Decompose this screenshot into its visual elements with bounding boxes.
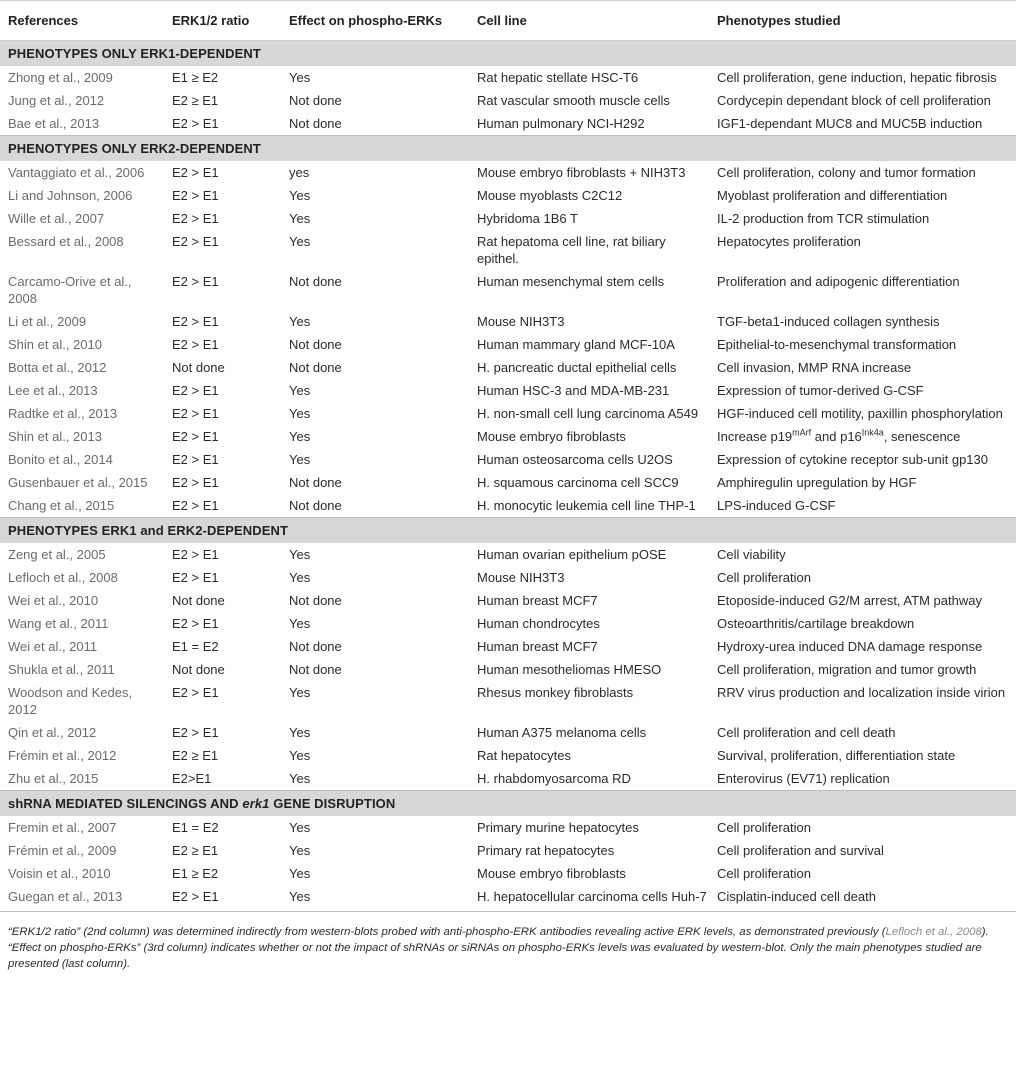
ratio-cell: E2 > E1 bbox=[172, 165, 219, 180]
effect-cell: Not done bbox=[289, 93, 342, 108]
table-row bbox=[0, 448, 1016, 471]
effect-cell: Yes bbox=[289, 429, 311, 444]
effect-cell: yes bbox=[289, 165, 310, 180]
table-row bbox=[0, 543, 1016, 566]
ratio-cell: E2 > E1 bbox=[172, 725, 219, 740]
cell-line-cell: Mouse embryo fibroblasts + NIH3T3 bbox=[477, 165, 686, 180]
cell-line-cell: H. rhabdomyosarcoma RD bbox=[477, 771, 631, 786]
effect-cell: Not done bbox=[289, 662, 342, 677]
section-title: PHENOTYPES ERK1 and ERK2-DEPENDENT bbox=[0, 518, 1016, 544]
section-title-text: shRNA MEDIATED SILENCINGS AND bbox=[8, 796, 243, 811]
phenotype-cell: HGF-induced cell motility, paxillin phosphorylation bbox=[717, 406, 1003, 421]
ref-cell: Bae et al., 2013 bbox=[8, 116, 100, 131]
effect-cell: Yes bbox=[289, 748, 311, 763]
table-row bbox=[0, 862, 1016, 885]
cell-line-cell: Rat hepatoma cell line, rat biliary epithel. bbox=[477, 234, 666, 266]
ref-cell: Li and Johnson, 2006 bbox=[8, 188, 133, 203]
ref-cell: Jung et al., 2012 bbox=[8, 93, 105, 108]
section-title bbox=[0, 791, 1016, 817]
phenotype-cell: Hepatocytes proliferation bbox=[717, 234, 861, 249]
table-row bbox=[0, 471, 1016, 494]
table-body bbox=[0, 41, 1016, 912]
phenotype-cell: Cell proliferation bbox=[717, 570, 811, 585]
ref-cell: Qin et al., 2012 bbox=[8, 725, 97, 740]
section-header bbox=[0, 41, 1016, 67]
ref-cell: Fremin et al., 2007 bbox=[8, 820, 117, 835]
effect-cell: Yes bbox=[289, 188, 311, 203]
ratio-cell: E2 > E1 bbox=[172, 211, 219, 226]
cell-line-cell: Rat hepatocytes bbox=[477, 748, 571, 763]
phenotype-cell: Cell proliferation and cell death bbox=[717, 725, 896, 740]
effect-cell: Yes bbox=[289, 406, 311, 421]
ratio-cell: E2 > E1 bbox=[172, 570, 219, 585]
effect-cell: Not done bbox=[289, 360, 342, 375]
effect-cell: Not done bbox=[289, 498, 342, 513]
header-cell-line: Cell line bbox=[469, 1, 709, 41]
ref-cell: Chang et al., 2015 bbox=[8, 498, 115, 513]
table-row bbox=[0, 885, 1016, 912]
table-row bbox=[0, 658, 1016, 681]
effect-cell: Yes bbox=[289, 616, 311, 631]
cell-line-cell: Human HSC-3 and MDA-MB-231 bbox=[477, 383, 670, 398]
phenotype-cell: Proliferation and adipogenic differentiation bbox=[717, 274, 960, 289]
cell-line-cell: Rat hepatic stellate HSC-T6 bbox=[477, 70, 639, 85]
ratio-cell: E2 > E1 bbox=[172, 116, 219, 131]
ref-cell: Lefloch et al., 2008 bbox=[8, 570, 118, 585]
effect-cell: Yes bbox=[289, 547, 311, 562]
ratio-cell: E2 > E1 bbox=[172, 429, 219, 444]
phenotype-cell: Cell proliferation and survival bbox=[717, 843, 884, 858]
effect-cell: Yes bbox=[289, 725, 311, 740]
ref-cell: Zeng et al., 2005 bbox=[8, 547, 106, 562]
ref-cell: Wang et al., 2011 bbox=[8, 616, 109, 631]
phenotype-cell: Expression of tumor-derived G-CSF bbox=[717, 383, 924, 398]
phenotype-cell: Survival, proliferation, differentiation state bbox=[717, 748, 956, 763]
phenotype-cell: Cisplatin-induced cell death bbox=[709, 885, 1016, 912]
ratio-cell: E2 > E1 bbox=[172, 547, 219, 562]
ref-cell: Shin et al., 2013 bbox=[8, 429, 102, 444]
ratio-cell: E1 ≥ E2 bbox=[172, 866, 219, 881]
effect-cell: Yes bbox=[289, 452, 311, 467]
cell-line-cell: Human ovarian epithelium pOSE bbox=[477, 547, 667, 562]
phenotype-cell: Cell invasion, MMP RNA increase bbox=[717, 360, 912, 375]
cell-line-cell: Human mesenchymal stem cells bbox=[477, 274, 665, 289]
cell-line-cell: Rat vascular smooth muscle cells bbox=[477, 93, 670, 108]
phenotype-text: , senescence bbox=[883, 429, 961, 444]
table-row bbox=[0, 681, 1016, 721]
table-row bbox=[0, 161, 1016, 184]
table-footnote bbox=[0, 912, 1016, 972]
table-row bbox=[0, 589, 1016, 612]
phenotype-cell: RRV virus production and localization inside virion bbox=[717, 685, 1006, 700]
table-row bbox=[0, 230, 1016, 270]
cell-line-cell: Human breast MCF7 bbox=[477, 593, 598, 608]
phenotype-cell: IL-2 production from TCR stimulation bbox=[717, 211, 930, 226]
table-row bbox=[0, 333, 1016, 356]
effect-cell: Not done bbox=[289, 116, 342, 131]
section-header bbox=[0, 791, 1016, 817]
ratio-cell: E2>E1 bbox=[172, 771, 212, 786]
section-title: PHENOTYPES ONLY ERK1-DEPENDENT bbox=[0, 41, 1016, 67]
effect-cell: Not done bbox=[289, 274, 342, 289]
phenotype-cell: Expression of cytokine receptor sub-unit gp130 bbox=[717, 452, 988, 467]
effect-cell: Not done bbox=[289, 475, 342, 490]
cell-line-cell: H. monocytic leukemia cell line THP-1 bbox=[477, 498, 696, 513]
effect-cell: Yes bbox=[289, 685, 311, 700]
table-row bbox=[0, 89, 1016, 112]
ref-cell: Radtke et al., 2013 bbox=[8, 406, 118, 421]
ref-cell: Carcamo-Orive et al., 2008 bbox=[8, 274, 132, 306]
table-row bbox=[0, 270, 1016, 310]
phenotype-cell: Cell proliferation, gene induction, hepatic fibrosis bbox=[717, 70, 997, 85]
cell-line-cell: Human mesotheliomas HMESO bbox=[477, 662, 662, 677]
ratio-cell: E2 > E1 bbox=[172, 188, 219, 203]
effect-cell: Yes bbox=[289, 314, 311, 329]
ratio-cell: E2 > E1 bbox=[172, 685, 219, 700]
header-phenotypes: Phenotypes studied bbox=[709, 1, 1016, 41]
ratio-cell: E2 > E1 bbox=[172, 383, 219, 398]
cell-line-cell: Hybridoma 1B6 T bbox=[477, 211, 578, 226]
phenotype-cell: Cordycepin dependant block of cell proliferation bbox=[717, 93, 991, 108]
effect-cell: Not done bbox=[289, 337, 342, 352]
cell-line-cell: Human mammary gland MCF-10A bbox=[477, 337, 675, 352]
table-row bbox=[0, 635, 1016, 658]
ref-cell: Wille et al., 2007 bbox=[8, 211, 105, 226]
effect-cell: Yes bbox=[289, 843, 311, 858]
ratio-cell: E2 > E1 bbox=[172, 314, 219, 329]
table-row bbox=[0, 310, 1016, 333]
table-row bbox=[0, 207, 1016, 230]
phenotype-cell: LPS-induced G-CSF bbox=[717, 498, 836, 513]
table-row bbox=[0, 816, 1016, 839]
cell-line-cell: H. non-small cell lung carcinoma A549 bbox=[477, 406, 699, 421]
footnote-citation-link[interactable]: Lefloch et al., 2008 bbox=[885, 926, 982, 938]
ref-cell: Voisin et al., 2010 bbox=[8, 866, 111, 881]
effect-cell: Not done bbox=[289, 593, 342, 608]
cell-line-cell: Human breast MCF7 bbox=[477, 639, 598, 654]
ratio-cell: Not done bbox=[172, 360, 225, 375]
table-row bbox=[0, 425, 1016, 448]
ratio-cell: E2 ≥ E1 bbox=[172, 843, 219, 858]
table-row bbox=[0, 566, 1016, 589]
phenotype-cell: Cell proliferation, colony and tumor formation bbox=[717, 165, 976, 180]
cell-line-cell: H. squamous carcinoma cell SCC9 bbox=[477, 475, 679, 490]
table-row bbox=[0, 744, 1016, 767]
cell-line-cell: H. hepatocellular carcinoma cells Huh-7 bbox=[469, 885, 709, 912]
phenotype-cell: Osteoarthritis/cartilage breakdown bbox=[717, 616, 915, 631]
cell-line-cell: Primary rat hepatocytes bbox=[477, 843, 615, 858]
cell-line-cell: Primary murine hepatocytes bbox=[477, 820, 639, 835]
table-row bbox=[0, 839, 1016, 862]
ref-cell: Zhu et al., 2015 bbox=[8, 771, 99, 786]
phenotype-cell bbox=[709, 425, 1016, 448]
ratio-cell: E2 > E1 bbox=[172, 274, 219, 289]
ratio-cell: E2 > E1 bbox=[172, 498, 219, 513]
cell-line-cell: Human A375 melanoma cells bbox=[477, 725, 647, 740]
ratio-cell: E1 = E2 bbox=[172, 820, 219, 835]
table-row bbox=[0, 379, 1016, 402]
header-effect: Effect on phospho-ERKs bbox=[281, 1, 469, 41]
section-header bbox=[0, 136, 1016, 162]
ratio-cell: E2 > E1 bbox=[172, 616, 219, 631]
cell-line-cell: Mouse NIH3T3 bbox=[477, 314, 565, 329]
phenotype-superscript: Ink4a bbox=[861, 427, 884, 438]
phenotype-cell: Cell viability bbox=[717, 547, 786, 562]
table-row bbox=[0, 767, 1016, 791]
ref-cell: Guegan et al., 2013 bbox=[0, 885, 164, 912]
ratio-cell: E1 ≥ E2 bbox=[172, 70, 219, 85]
phenotype-text: and p16 bbox=[811, 429, 862, 444]
effect-cell: Yes bbox=[281, 885, 469, 912]
footnote-text: ). “Effect on phospho-ERKs” (3rd column) indicates whether or not the impact of shRNAs or siRNAs on phospho-ERKs levels was evaluated by western-blot. Only the main phenotypes studied are presented (last column). bbox=[8, 926, 989, 970]
ref-cell: Botta et al., 2012 bbox=[8, 360, 107, 375]
ratio-cell: E2 > E1 bbox=[172, 337, 219, 352]
section-title-gene: erk1 bbox=[242, 796, 270, 811]
cell-line-cell: Rhesus monkey fibroblasts bbox=[477, 685, 634, 700]
cell-line-cell: Mouse embryo fibroblasts bbox=[477, 866, 626, 881]
phenotype-superscript: mArf bbox=[792, 427, 812, 438]
phenotype-cell: Hydroxy-urea induced DNA damage response bbox=[717, 639, 983, 654]
effect-cell: Yes bbox=[289, 866, 311, 881]
cell-line-cell: Human osteosarcoma cells U2OS bbox=[477, 452, 673, 467]
ref-cell: Bessard et al., 2008 bbox=[8, 234, 124, 249]
section-header bbox=[0, 518, 1016, 544]
ref-cell: Frémin et al., 2009 bbox=[8, 843, 117, 858]
ref-cell: Lee et al., 2013 bbox=[8, 383, 98, 398]
cell-line-cell: Mouse myoblasts C2C12 bbox=[477, 188, 623, 203]
ref-cell: Wei et al., 2011 bbox=[8, 639, 98, 654]
phenotype-cell: Cell proliferation, migration and tumor growth bbox=[717, 662, 977, 677]
ref-cell: Bonito et al., 2014 bbox=[8, 452, 113, 467]
phenotype-cell: Cell proliferation bbox=[717, 866, 811, 881]
cell-line-cell: Human pulmonary NCI-H292 bbox=[477, 116, 645, 131]
cell-line-cell: Mouse NIH3T3 bbox=[477, 570, 565, 585]
ratio-cell: E1 = E2 bbox=[172, 639, 219, 654]
effect-cell: Yes bbox=[289, 211, 311, 226]
table-row bbox=[0, 402, 1016, 425]
ref-cell: Frémin et al., 2012 bbox=[8, 748, 117, 763]
table-header bbox=[0, 1, 1016, 41]
section-title-text: GENE DISRUPTION bbox=[269, 796, 396, 811]
phenotype-cell: Amphiregulin upregulation by HGF bbox=[717, 475, 917, 490]
cell-line-cell: H. pancreatic ductal epithelial cells bbox=[477, 360, 677, 375]
ref-cell: Shukla et al., 2011 bbox=[8, 662, 115, 677]
table-row bbox=[0, 184, 1016, 207]
cell-line-cell: Human chondrocytes bbox=[477, 616, 600, 631]
phenotype-cell: Etoposide-induced G2/M arrest, ATM pathway bbox=[717, 593, 982, 608]
table-row bbox=[0, 494, 1016, 518]
phenotype-cell: TGF-beta1-induced collagen synthesis bbox=[717, 314, 940, 329]
ratio-cell: E2 > E1 bbox=[172, 475, 219, 490]
ratio-cell: E2 ≥ E1 bbox=[172, 748, 219, 763]
phenotype-cell: Enterovirus (EV71) replication bbox=[717, 771, 890, 786]
effect-cell: Yes bbox=[289, 70, 311, 85]
ref-cell: Li et al., 2009 bbox=[8, 314, 87, 329]
ref-cell: Gusenbauer et al., 2015 bbox=[8, 475, 148, 490]
table-row bbox=[0, 112, 1016, 136]
effect-cell: Yes bbox=[289, 234, 311, 249]
effect-cell: Not done bbox=[289, 639, 342, 654]
ratio-cell: E2 ≥ E1 bbox=[172, 93, 219, 108]
effect-cell: Yes bbox=[289, 820, 311, 835]
ratio-cell: E2 > E1 bbox=[172, 234, 219, 249]
phenotype-cell: Epithelial-to-mesenchymal transformation bbox=[717, 337, 957, 352]
table-row bbox=[0, 721, 1016, 744]
ratio-cell: E2 > E1 bbox=[172, 406, 219, 421]
table-row bbox=[0, 612, 1016, 635]
ref-cell: Zhong et al., 2009 bbox=[8, 70, 113, 85]
effect-cell: Yes bbox=[289, 771, 311, 786]
phenotype-cell: Cell proliferation bbox=[717, 820, 811, 835]
ref-cell: Wei et al., 2010 bbox=[8, 593, 99, 608]
ratio-cell: E2 > E1 bbox=[164, 885, 281, 912]
ref-cell: Vantaggiato et al., 2006 bbox=[8, 165, 145, 180]
footnote-text: “ERK1/2 ratio” (2nd column) was determined indirectly from western-blots probed with anti-phospho-ERK antibodies revealing active ERK levels, as demonstrated previously ( bbox=[8, 926, 886, 938]
table-row bbox=[0, 66, 1016, 89]
ratio-cell: Not done bbox=[172, 662, 225, 677]
phenotype-cell: IGF1-dependant MUC8 and MUC5B induction bbox=[717, 116, 983, 131]
phenotype-cell: Myoblast proliferation and differentiation bbox=[717, 188, 948, 203]
header-references: References bbox=[0, 1, 164, 41]
ref-cell: Shin et al., 2010 bbox=[8, 337, 102, 352]
cell-line-cell: Mouse embryo fibroblasts bbox=[477, 429, 626, 444]
effect-cell: Yes bbox=[289, 570, 311, 585]
header-ratio: ERK1/2 ratio bbox=[164, 1, 281, 41]
phenotype-text: Increase p19 bbox=[717, 429, 793, 444]
section-title: PHENOTYPES ONLY ERK2-DEPENDENT bbox=[0, 136, 1016, 162]
ratio-cell: Not done bbox=[172, 593, 225, 608]
table-row bbox=[0, 356, 1016, 379]
ref-cell: Woodson and Kedes, 2012 bbox=[8, 685, 133, 717]
effect-cell: Yes bbox=[289, 383, 311, 398]
ratio-cell: E2 > E1 bbox=[172, 452, 219, 467]
